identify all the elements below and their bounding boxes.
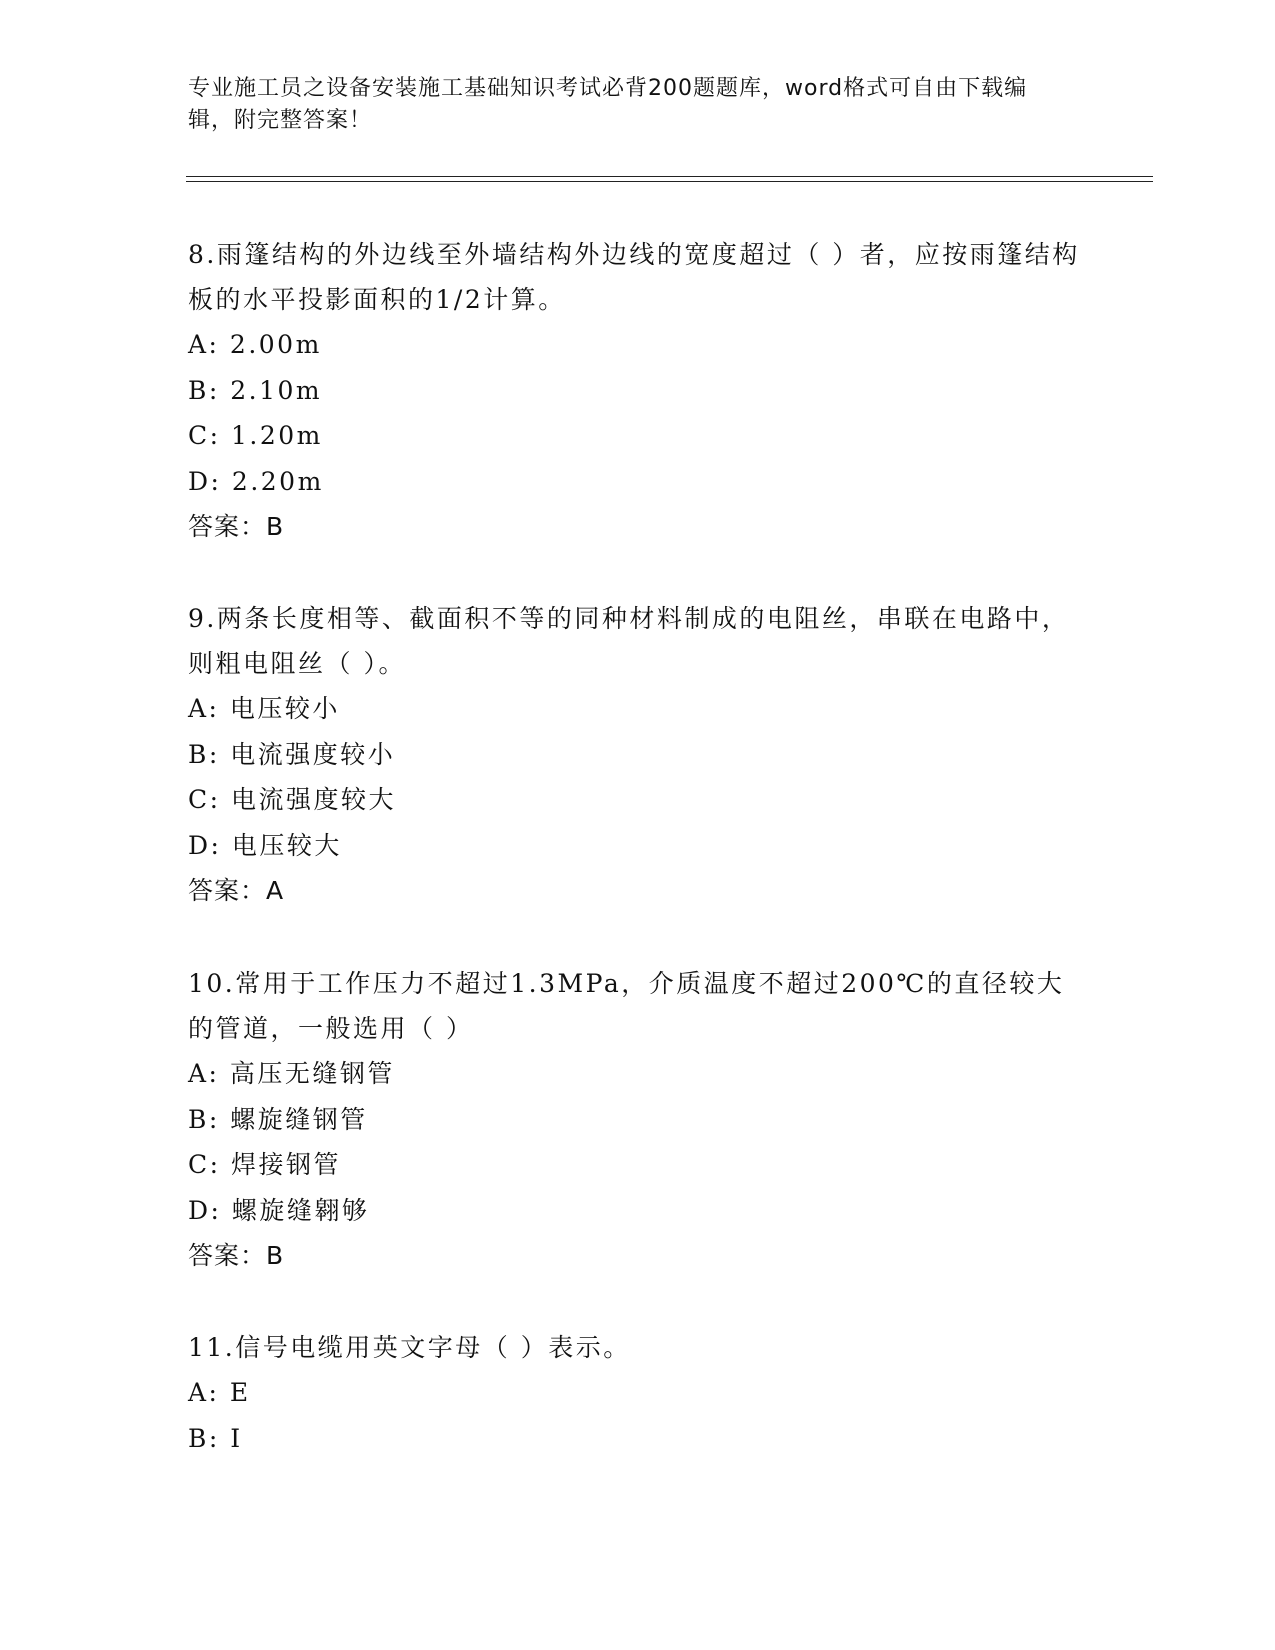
option-b: B: 2.10m: [188, 375, 323, 405]
answer-line: 答案：B: [188, 1241, 285, 1270]
option-c: C: 1.20m: [188, 421, 323, 450]
option-d: D: 2.20m: [188, 466, 324, 496]
header-divider-top: [186, 176, 1153, 177]
option-b: B: 螺旋缝钢管: [188, 1104, 368, 1134]
question-stem: 8.雨篷结构的外边线至外墙结构外边线的宽度超过（ ）者，应按雨篷结构板的水平投影面积的1/2计算。: [188, 240, 1080, 314]
question-11: [188, 1325, 1088, 1461]
answer-line: 答案：B: [188, 512, 285, 541]
option-list: [188, 322, 1088, 504]
option-a: A: 2.00m: [188, 330, 322, 359]
question-stem: 9.两条长度相等、截面积不等的同种材料制成的电阻丝，串联在电路中，则粗电阻丝（ ）。: [188, 604, 1070, 678]
answer-line: 答案：A: [188, 876, 285, 905]
question-9: [188, 596, 1088, 913]
option-list: [188, 686, 1088, 868]
option-d: D: 螺旋缝翱够: [188, 1195, 370, 1225]
question-10: [188, 961, 1088, 1278]
option-c: C: 焊接钢管: [188, 1150, 341, 1179]
question-stem: 10.常用于工作压力不超过1.3MPa，介质温度不超过200℃的直径较大的管道，一般选用（ ）: [188, 969, 1065, 1043]
option-list: [188, 1370, 1088, 1461]
option-b: B: I: [188, 1423, 243, 1453]
header-divider-bottom: [186, 181, 1153, 182]
document-header: 专业施工员之设备安装施工基础知识考试必背200题题库，word格式可自由下载编辑，附完整答案！: [188, 76, 1028, 133]
option-a: A: E: [188, 1378, 251, 1407]
option-d: D: 电压较大: [188, 830, 342, 860]
option-list: [188, 1051, 1088, 1233]
option-a: A: 高压无缝钢管: [188, 1059, 395, 1088]
question-8: [188, 232, 1088, 549]
option-b: B: 电流强度较小: [188, 739, 396, 769]
option-a: A: 电压较小: [188, 694, 340, 723]
option-c: C: 电流强度较大: [188, 785, 396, 814]
question-stem: 11.信号电缆用英文字母（ ）表示。: [188, 1333, 631, 1362]
